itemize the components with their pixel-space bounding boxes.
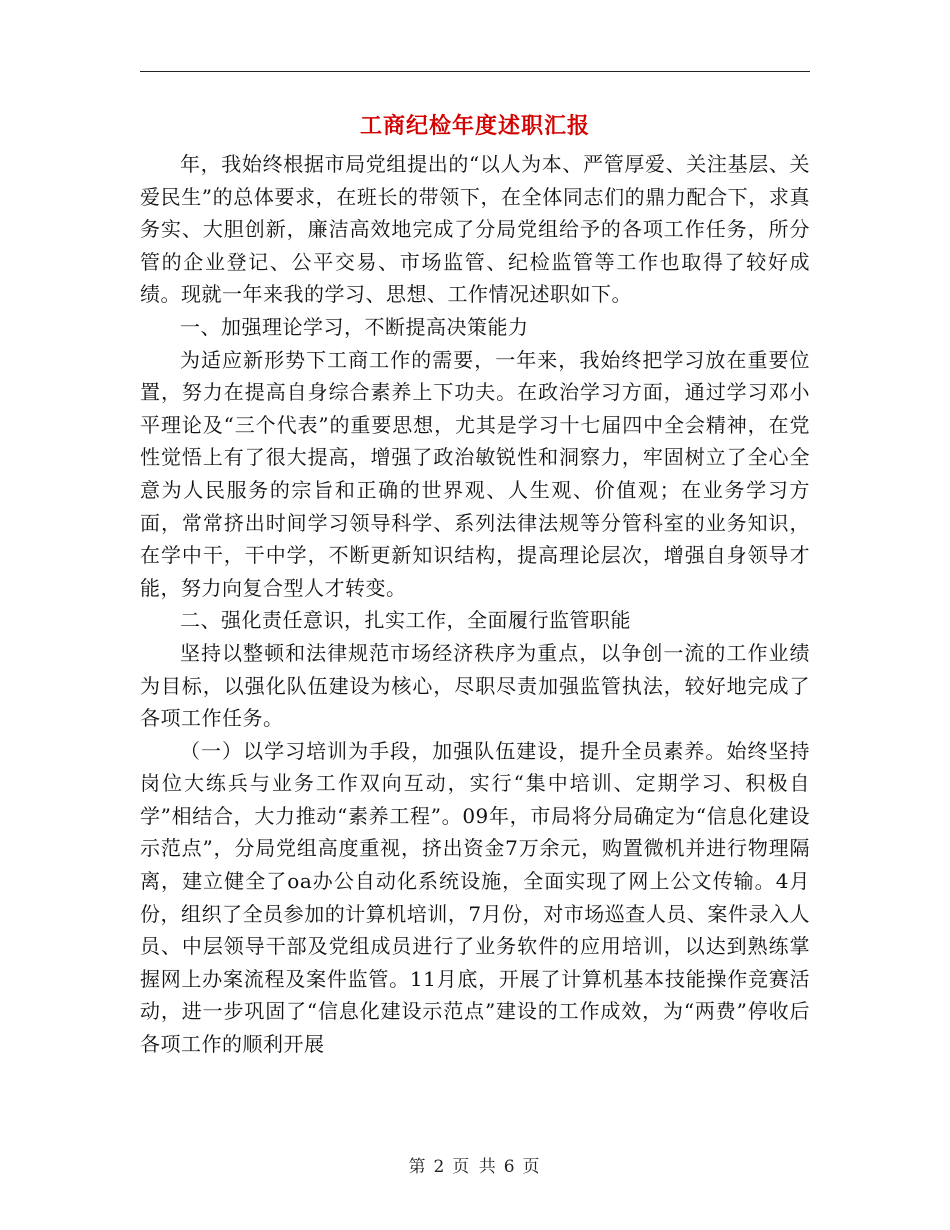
paragraph-study: 为适应新形势下工商工作的需要，一年来，我始终把学习放在重要位置，努力在提高自身综合素养上下功夫。在政治学习方面，通过学习邓小平理论及“三个代表”的重要思想，尤其是学习十七届四中全会精神，在党性觉悟上有了很大提高，增强了政治敏锐性和洞察力，牢固树立了全心全意为人民服务的宗旨和正确的世界观、人生观、价值观；在业务学习方面，常常挤出时间学习领导科学、系列法律法规等分管科室的业务知识，在学中干，干中学，不断更新知识结构，提高理论层次，增强自身领导才能，努力向复合型人才转变。	[140, 347, 810, 600]
page-current: 2	[433, 1157, 447, 1177]
section-heading-1: 一、加强理论学习，不断提高决策能力	[180, 314, 529, 339]
page-suffix: 页	[522, 1157, 542, 1177]
page-mid: 页 共	[452, 1157, 498, 1177]
paragraph-training: （一）以学习培训为手段，加强队伍建设，提升全员素养。始终坚持岗位大练兵与业务工作双向互动，实行“集中培训、定期学习、积极自学”相结合，大力推动“素养工程”。09年，市局将分局确定为“信息化建设示范点”，分局党组高度重视，挤出资金7万余元，购置微机并进行物理隔离，建立健全了oa办公自动化系统设施，全面实现了网上公文传输。4月份，组织了全员参加的计算机培训，7月份，对市场巡查人员、案件录入人员、中层领导干部及党组成员进行了业务软件的应用培训，以达到熟练掌握网上办案流程及案件监管。11月底，开展了计算机基本技能操作竞赛活动，进一步巩固了“信息化建设示范点”建设的工作成效，为“两费”停收后各项工作的顺利开展	[140, 738, 810, 1057]
header-rule	[140, 71, 810, 72]
document-title: 工商纪检年度述职汇报	[359, 113, 590, 139]
page-total: 6	[503, 1157, 517, 1177]
document-body	[140, 148, 810, 1061]
page-prefix: 第	[408, 1157, 428, 1177]
page-footer	[0, 1152, 950, 1177]
paragraph-intro: 年，我始终根据市局党组提出的“以人为本、严管厚爱、关注基层、关爱民生”的总体要求，在班长的带领下，在全体同志们的鼎力配合下，求真务实、大胆创新，廉洁高效地完成了分局党组给予的各项工作任务，所分管的企业登记、公平交易、市场监管、纪检监管等工作也取得了较好成绩。现就一年来我的学习、思想、工作情况述职如下。	[140, 152, 810, 307]
section-heading-2: 二、强化责任意识，扎实工作，全面履行监管职能	[180, 608, 631, 633]
paragraph-responsibility: 坚持以整顿和法律规范市场经济秩序为重点，以争创一流的工作业绩为目标，以强化队伍建设为核心，尽职尽责加强监管执法，较好地完成了各项工作任务。	[140, 640, 810, 731]
